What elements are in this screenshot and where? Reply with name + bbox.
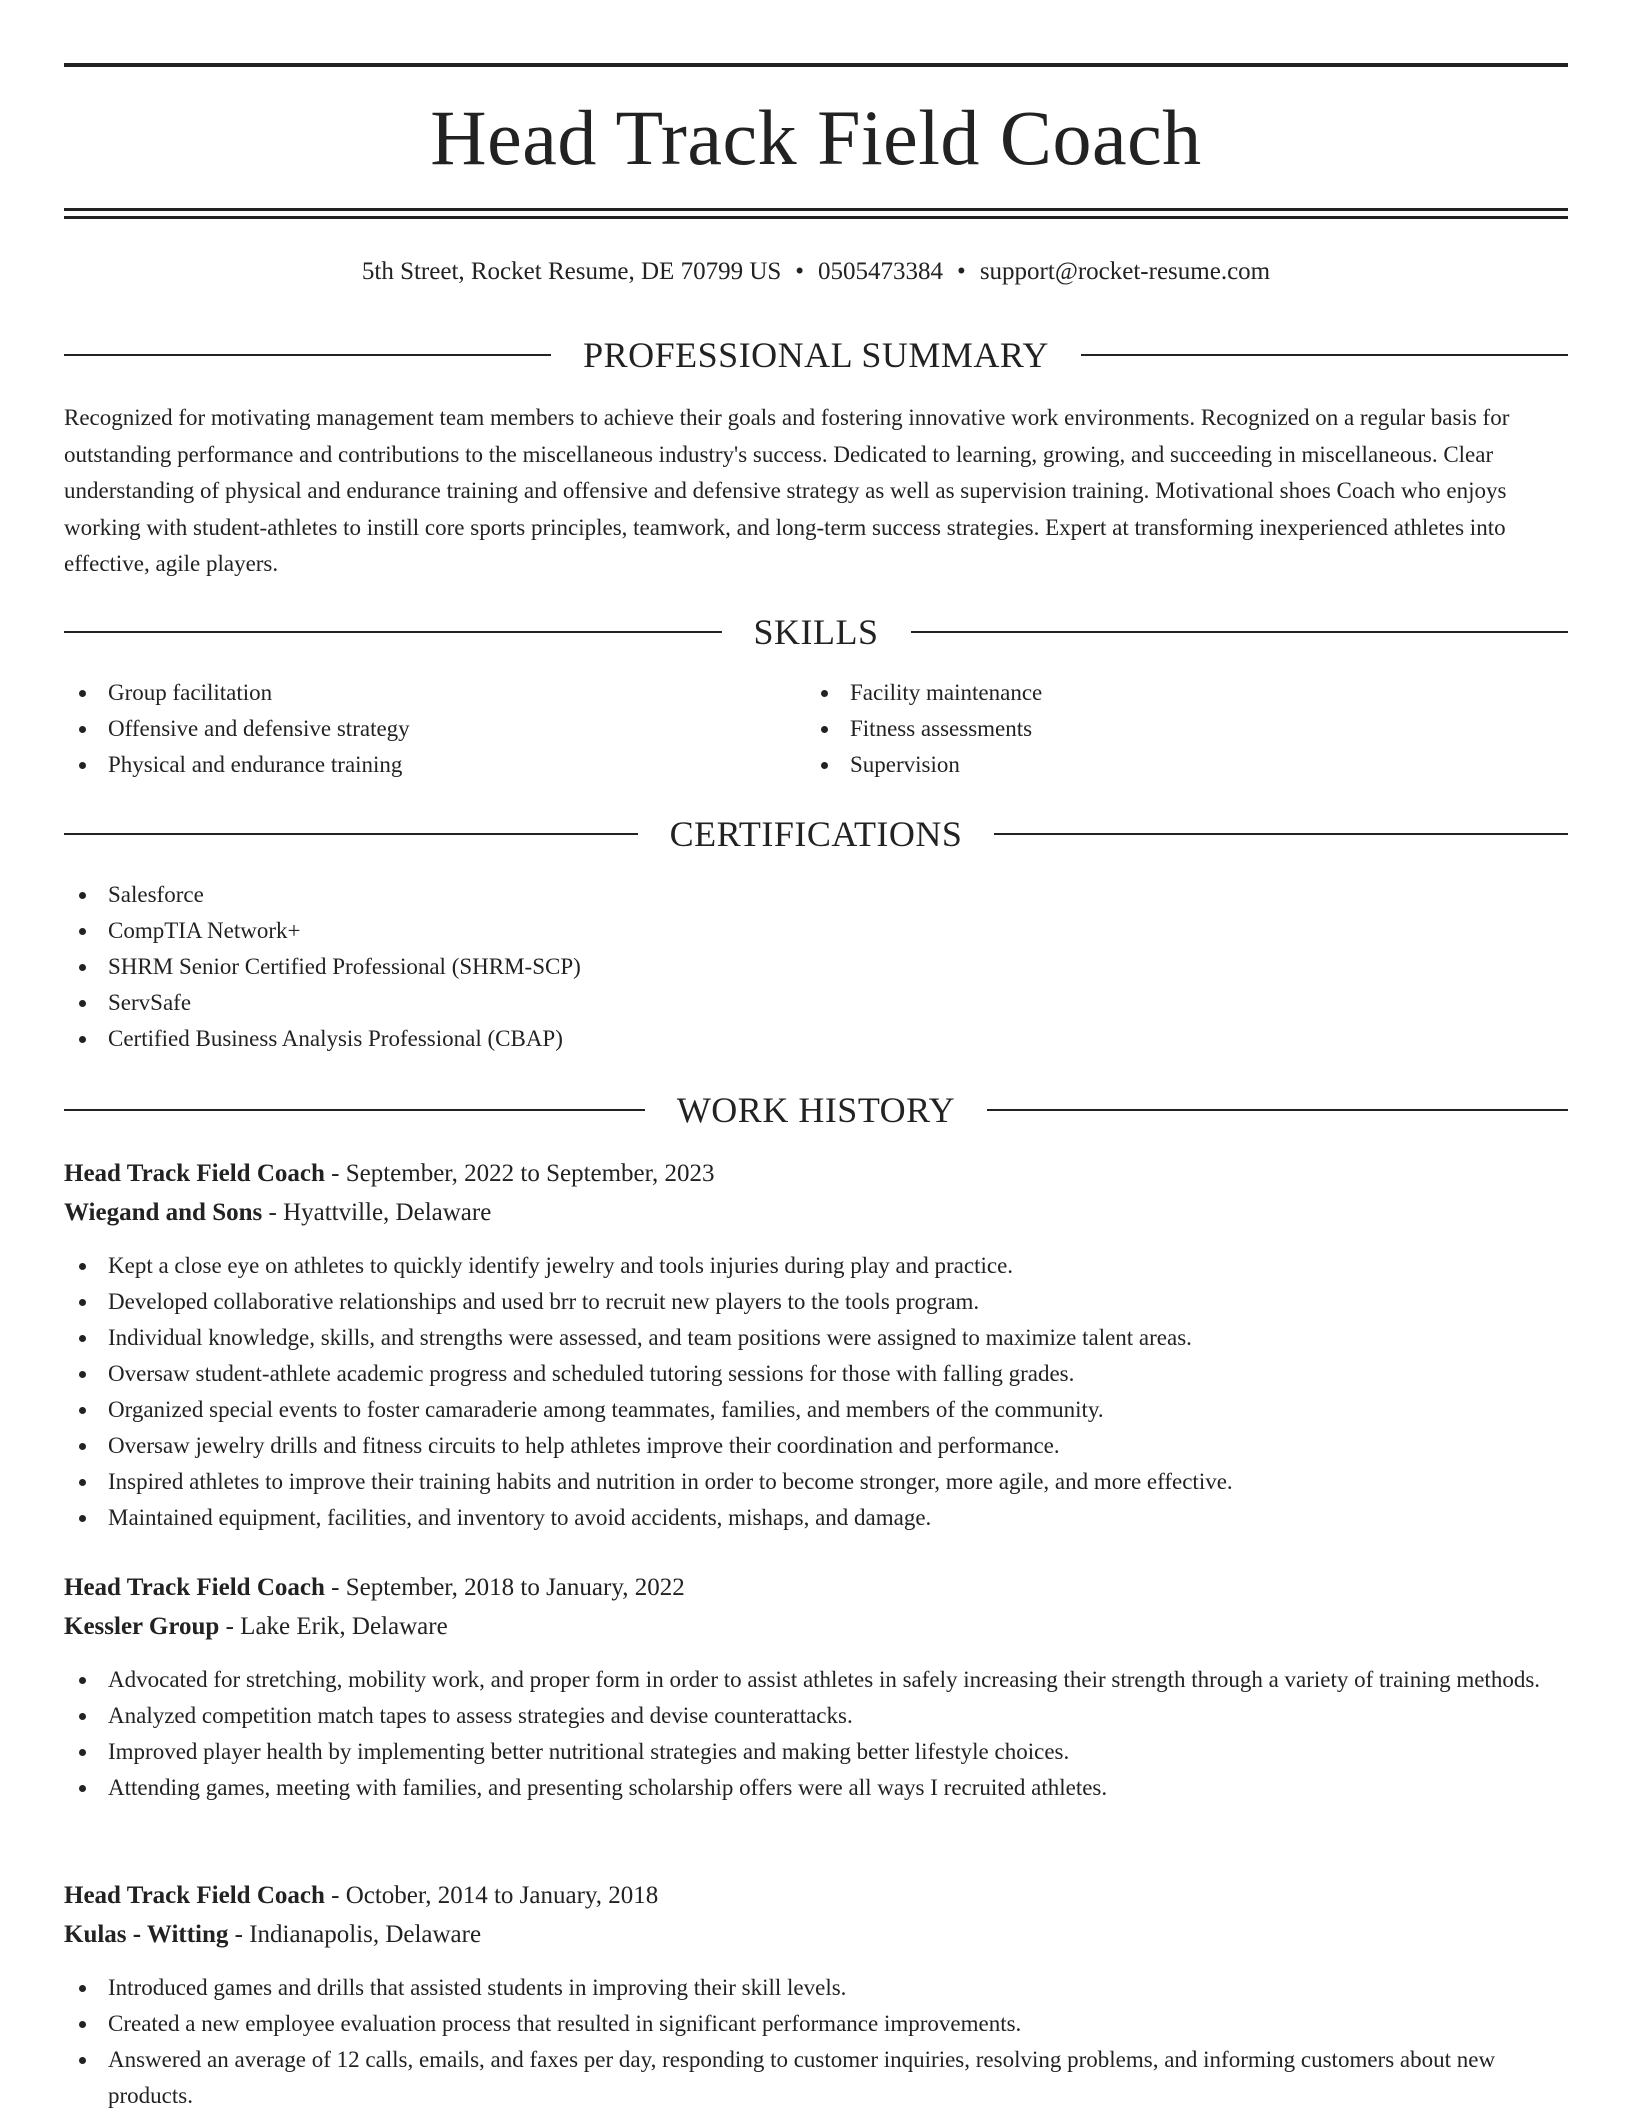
job-bullet: Oversaw student-athlete academic progress and scheduled tutoring sessions for those with falling grades. <box>64 1356 1568 1392</box>
job-location: - Indianapolis, Delaware <box>228 1921 482 1948</box>
section-title-work: WORK HISTORY <box>676 1090 956 1130</box>
job-bullets <box>64 1970 1568 2114</box>
skill-item: Physical and endurance training <box>64 747 410 783</box>
job-company: Wiegand and Sons <box>64 1199 263 1226</box>
job-company-line <box>64 1193 1568 1232</box>
section-rule <box>64 354 551 356</box>
job-entry <box>64 1154 1568 1536</box>
job-bullet: Advocated for stretching, mobility work, and proper form in order to assist athletes in safely increasing their strength through a variety of training methods. <box>64 1662 1568 1698</box>
job-entry <box>64 1876 1568 2114</box>
section-rule <box>987 1109 1568 1111</box>
summary-text: Recognized for motivating management team members to achieve their goals and fostering innovative work environments. Recognized on a regular basis for outstanding performance and contributions to the miscellaneous industry's success. Dedicated to learning, growing, and succeeding in miscellaneous. Clear understanding of physical and endurance training and offensive and defensive strategy as well as supervision training. Motivational shoes Coach who enjoys working with student-athletes to instill core sports principles, teamwork, and long-term success strategies. Expert at transforming inexperienced athletes into effective, agile players. <box>64 405 1510 576</box>
job-bullet: Attending games, meeting with families, and presenting scholarship offers were all ways I recruited athletes. <box>64 1770 1568 1806</box>
section-rule <box>64 833 638 835</box>
contact-separator: • <box>795 258 805 285</box>
job-dates: - September, 2022 to September, 2023 <box>324 1160 715 1187</box>
job-dates: - September, 2018 to January, 2022 <box>324 1574 685 1601</box>
section-header-certifications <box>64 812 1568 856</box>
job-bullet: Kept a close eye on athletes to quickly identify jewelry and tools injuries during play and practice. <box>64 1248 1568 1284</box>
section-title-summary: PROFESSIONAL SUMMARY <box>583 335 1049 375</box>
job-bullet: Answered an average of 12 calls, emails, and faxes per day, responding to customer inquiries, resolving problems, and informing customers about new products. <box>64 2042 1568 2114</box>
job-bullet: Improved player health by implementing better nutritional strategies and making better lifestyle choices. <box>64 1734 1568 1770</box>
top-rule <box>64 63 1568 67</box>
job-title: Head Track Field Coach <box>64 1574 325 1601</box>
skill-item: Offensive and defensive strategy <box>64 711 410 747</box>
section-rule <box>64 631 722 633</box>
job-bullet: Inspired athletes to improve their training habits and nutrition in order to become stronger, more agile, and more effective. <box>64 1464 1568 1500</box>
section-rule <box>911 631 1569 633</box>
job-dates: - October, 2014 to January, 2018 <box>324 1882 659 1909</box>
job-location: - Lake Erik, Delaware <box>219 1613 448 1640</box>
section-rule <box>1081 354 1568 356</box>
job-bullet: Maintained equipment, facilities, and inventory to avoid accidents, mishaps, and damage. <box>64 1500 1568 1536</box>
job-title-line <box>64 1154 1568 1193</box>
certification-item: CompTIA Network+ <box>64 913 1568 949</box>
job-bullets <box>64 1662 1568 1806</box>
job-company-line <box>64 1915 1568 1954</box>
job-title-line <box>64 1876 1568 1915</box>
job-bullet: Created a new employee evaluation process that resulted in significant performance improvements. <box>64 2006 1568 2042</box>
contact-line <box>64 254 1568 290</box>
job-bullet: Introduced games and drills that assisted students in improving their skill levels. <box>64 1970 1568 2006</box>
resume-name: Head Track Field Coach <box>430 94 1202 181</box>
skill-item: Fitness assessments <box>806 711 1042 747</box>
skill-item: Group facilitation <box>64 675 410 711</box>
certification-item: ServSafe <box>64 985 1568 1021</box>
section-title-certifications: CERTIFICATIONS <box>669 814 963 854</box>
contact-phone: 0505473384 <box>818 258 944 285</box>
certification-item: Salesforce <box>64 877 1568 913</box>
job-bullet: Oversaw jewelry drills and fitness circuits to help athletes improve their coordination and performance. <box>64 1428 1568 1464</box>
contact-separator: • <box>957 258 966 285</box>
skills-list-right <box>806 675 1042 783</box>
skill-item: Supervision <box>806 747 1042 783</box>
section-rule <box>994 833 1568 835</box>
job-company: Kulas - Witting <box>64 1921 229 1948</box>
section-header-work <box>64 1088 1568 1132</box>
job-company: Kessler Group <box>64 1613 220 1640</box>
job-bullet: Individual knowledge, skills, and strengths were assessed, and team positions were assigned to maximize talent areas. <box>64 1320 1568 1356</box>
job-company-line <box>64 1607 1568 1646</box>
certification-item: SHRM Senior Certified Professional (SHRM-SCP) <box>64 949 1568 985</box>
skill-item: Facility maintenance <box>806 675 1042 711</box>
section-header-summary <box>64 333 1568 377</box>
certification-item: Certified Business Analysis Professional (CBAP) <box>64 1021 1568 1057</box>
double-rule <box>64 208 1568 219</box>
job-entry <box>64 1568 1568 1806</box>
job-bullet: Organized special events to foster camaraderie among teammates, families, and members of the community. <box>64 1392 1568 1428</box>
contact-address: 5th Street, Rocket Resume, DE 70799 US <box>361 258 782 285</box>
certifications-list <box>64 877 1568 1057</box>
section-rule <box>64 1109 645 1111</box>
skills-list-left <box>64 675 410 783</box>
job-title: Head Track Field Coach <box>64 1160 325 1187</box>
section-title-skills: SKILLS <box>753 612 879 652</box>
job-location: - Hyattville, Delaware <box>262 1199 492 1226</box>
job-title-line <box>64 1568 1568 1607</box>
job-bullet: Developed collaborative relationships and used brr to recruit new players to the tools program. <box>64 1284 1568 1320</box>
contact-email: support@rocket-resume.com <box>979 258 1271 285</box>
job-title: Head Track Field Coach <box>64 1882 325 1909</box>
job-bullet: Analyzed competition match tapes to assess strategies and devise counterattacks. <box>64 1698 1568 1734</box>
job-bullets <box>64 1248 1568 1536</box>
section-header-skills <box>64 610 1568 654</box>
